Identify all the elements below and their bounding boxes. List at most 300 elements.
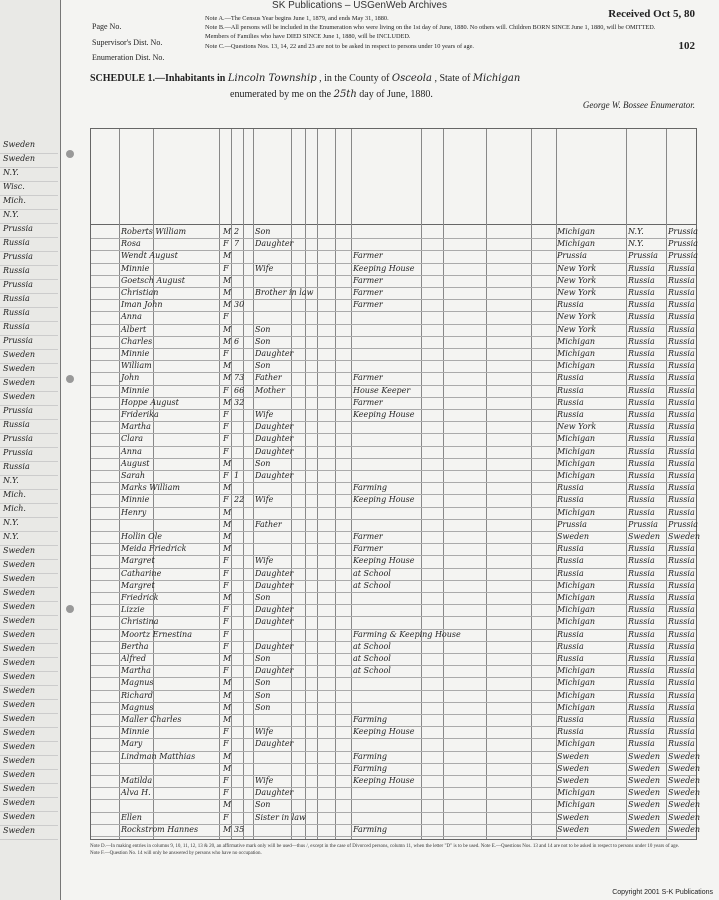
cell-occ: Keeping House [353, 556, 415, 566]
left-margin-entry: Sweden [0, 616, 58, 630]
received-stamp: Received Oct 5, 80 [608, 8, 695, 20]
cell-rel: Son [255, 593, 271, 602]
left-margin-entry: Sweden [0, 658, 58, 672]
left-margin-entry: Prussia [0, 406, 58, 420]
left-margin-entry: Sweden [0, 728, 58, 742]
cell-sex: M [223, 800, 232, 810]
cell-fpob: N.Y. [628, 239, 644, 249]
cell-occ: at School [353, 580, 391, 590]
left-margin-entry: Sweden [0, 644, 58, 658]
cell-rel: Father [255, 519, 282, 529]
cell-fpob: Russia [628, 641, 655, 651]
cell-name: Christina [121, 617, 159, 627]
cell-name: Minnie [121, 727, 150, 737]
cell-age: 30 [234, 300, 245, 310]
cell-pob: Russia [557, 385, 584, 395]
cell-rel: Son [255, 458, 271, 468]
cell-mpob: Russia [668, 556, 695, 566]
cell-name: Minnie [121, 349, 150, 358]
left-margin-entry: Sweden [0, 630, 58, 644]
cell-age: 35 [234, 824, 245, 834]
cell-fpob: Prussia [628, 519, 658, 529]
left-margin-entry: Mich. [0, 196, 58, 210]
cell-pob: Russia [557, 654, 584, 663]
table-row [91, 287, 696, 299]
table-row [91, 421, 696, 433]
cell-name: Anna [121, 312, 142, 322]
cell-name: Hollin Ole [121, 532, 163, 541]
cell-mpob: Russia [668, 397, 695, 407]
cell-rel: Daughter [255, 422, 294, 432]
table-row [91, 336, 696, 348]
cell-pob: Prussia [557, 251, 587, 261]
cell-fpob: Russia [628, 410, 655, 419]
left-margin-entry: Sweden [0, 686, 58, 700]
cell-sex: F [223, 471, 229, 480]
cell-fpob: Sweden [628, 763, 661, 773]
cell-mpob: Russia [668, 727, 695, 737]
cell-fpob: Russia [628, 702, 655, 712]
table-row [91, 299, 696, 311]
cell-pob: Michigan [557, 617, 595, 627]
cell-sex: M [223, 702, 232, 712]
cell-sex: F [223, 641, 229, 651]
table-row [91, 409, 696, 421]
cell-fpob: Sweden [628, 812, 661, 822]
cell-mpob: Sweden [668, 763, 701, 773]
cell-rel: Son [255, 800, 271, 810]
cell-name: Friedrick [121, 593, 159, 602]
cell-occ: Farming [353, 751, 388, 761]
cell-name: Minnie [121, 495, 150, 505]
left-margin-entry: Mich. [0, 504, 58, 518]
cell-pob: Michigan [557, 605, 595, 615]
cell-sex: F [223, 776, 229, 785]
cell-occ: Farmer [353, 288, 383, 297]
cell-age: 73 [234, 373, 245, 383]
cell-pob: Sweden [557, 532, 590, 541]
cell-pob: Michigan [557, 580, 595, 590]
cell-pob: Michigan [557, 507, 595, 517]
cell-pob: Russia [557, 544, 584, 554]
enumerator-signature [583, 100, 695, 110]
cell-fpob: Russia [628, 373, 655, 383]
cell-mpob: Russia [668, 666, 695, 676]
left-margin-entry: Russia [0, 420, 58, 434]
cell-mpob: Russia [668, 593, 695, 602]
cell-fpob: Russia [628, 397, 655, 407]
cell-fpob: Russia [628, 446, 655, 456]
state-label: , State of [434, 73, 471, 84]
left-margin-entry: Prussia [0, 336, 58, 350]
enumerated-label: enumerated by me on the [230, 89, 332, 100]
cell-pob: Russia [557, 715, 584, 724]
punch-hole-icon [66, 605, 74, 613]
census-table [90, 128, 701, 840]
cell-fpob: Sweden [628, 751, 661, 761]
cell-mpob: Prussia [668, 251, 698, 261]
cell-fpob: Prussia [628, 251, 658, 261]
cell-pob: Michigan [557, 702, 595, 712]
top-banner: SK Publications – USGenWeb Archives [272, 0, 447, 11]
cell-mpob: Russia [668, 580, 695, 590]
cell-name: Goetsch August [121, 275, 185, 285]
cell-mpob: Sweden [668, 776, 701, 785]
cell-pob: Michigan [557, 800, 595, 810]
note-b: Note B.—All persons will be included in the Enumeration who were living on the 1st day of June, 1880. No others will. Children BORN SINCE June 1, 1880, will be OMITTED. Members of Families who have DIED SINCE June 1, 1880, will be INCLUDED. [205, 24, 656, 41]
cell-fpob: Russia [628, 288, 655, 297]
cell-fpob: Russia [628, 678, 655, 688]
cell-rel: Daughter [255, 239, 294, 249]
cell-name: Martha [121, 422, 151, 432]
cell-fpob: Russia [628, 666, 655, 676]
cell-occ: at School [353, 641, 391, 651]
cell-mpob: Russia [668, 385, 695, 395]
cell-pob: Michigan [557, 227, 595, 236]
cell-fpob: Sweden [628, 800, 661, 810]
cell-fpob: Russia [628, 385, 655, 395]
cell-mpob: Russia [668, 495, 695, 505]
cell-age: 2 [234, 227, 240, 236]
cell-name: Matilda [121, 776, 153, 785]
cell-fpob: Russia [628, 629, 655, 639]
cell-sex: M [223, 544, 232, 554]
left-margin-column [0, 140, 58, 835]
supervisors-dist-label: Supervisor's Dist. No. [92, 38, 163, 47]
cell-pob: New York [557, 263, 597, 273]
cell-rel: Sister in law [255, 812, 306, 822]
cell-mpob: Russia [668, 641, 695, 651]
cell-rel: Wife [255, 495, 274, 505]
cell-mpob: Russia [668, 739, 695, 749]
left-margin-entry: Sweden [0, 574, 58, 588]
cell-name: Magnus [121, 702, 154, 712]
cell-mpob: Russia [668, 702, 695, 712]
cell-name: Christian [121, 288, 159, 297]
cell-name: Rosa [121, 239, 141, 249]
cell-mpob: Sweden [668, 788, 701, 798]
table-row [91, 494, 696, 506]
cell-fpob: Russia [628, 715, 655, 724]
cell-sex: F [223, 239, 229, 249]
cell-occ: Keeping House [353, 727, 415, 737]
cell-mpob: Russia [668, 324, 695, 334]
cell-sex: F [223, 385, 229, 395]
cell-sex: M [223, 715, 232, 724]
left-margin-entry: Russia [0, 322, 58, 336]
left-margin-entry: N.Y. [0, 532, 58, 546]
cell-occ: Farming [353, 483, 388, 493]
cell-pob: Sweden [557, 763, 590, 773]
cell-fpob: Russia [628, 361, 655, 371]
cell-pob: Russia [557, 495, 584, 505]
cell-fpob: Sweden [628, 824, 661, 834]
cell-pob: New York [557, 422, 597, 432]
table-row [91, 824, 701, 836]
left-margin-entry: Sweden [0, 812, 58, 826]
left-margin-entry: Sweden [0, 602, 58, 616]
table-row [91, 629, 696, 641]
cell-fpob: Russia [628, 312, 655, 322]
cell-pob: Michigan [557, 471, 595, 480]
cell-name: Henry [121, 507, 147, 517]
cell-sex: F [223, 605, 229, 615]
cell-pob: Michigan [557, 361, 595, 371]
cell-mpob: Russia [668, 568, 695, 578]
cell-pob: Michigan [557, 593, 595, 602]
cell-sex: M [223, 288, 232, 297]
cell-rel: Father [255, 373, 282, 383]
cell-occ: at School [353, 568, 391, 578]
cell-name: Minnie [121, 263, 150, 273]
cell-occ: Keeping House [353, 495, 415, 505]
cell-sex: F [223, 434, 229, 444]
cell-fpob: Russia [628, 471, 655, 480]
cell-mpob: Russia [668, 312, 695, 322]
cell-name: Roberts William [121, 227, 187, 236]
left-margin-entry: Wisc. [0, 182, 58, 196]
cell-pob: Russia [557, 568, 584, 578]
cell-name: Iman John [121, 300, 163, 310]
township-name: Lincoln Township [227, 73, 317, 84]
cell-sex: F [223, 580, 229, 590]
cell-name: Mary [121, 739, 143, 749]
cell-fpob: Russia [628, 300, 655, 310]
cell-age: 1 [234, 471, 240, 480]
cell-occ: Farming [353, 715, 388, 724]
cell-rel: Daughter [255, 471, 294, 480]
cell-name: Anna [121, 446, 142, 456]
cell-sex: F [223, 446, 229, 456]
table-row [91, 641, 696, 653]
left-margin-entry: Prussia [0, 448, 58, 462]
cell-fpob: Russia [628, 263, 655, 273]
left-margin-entry: Sweden [0, 350, 58, 364]
cell-sex: M [223, 751, 232, 761]
cell-rel: Son [255, 336, 271, 346]
cell-sex: M [223, 532, 232, 541]
cell-sex: M [223, 824, 232, 834]
cell-name: Meida Friedrick [121, 544, 187, 554]
cell-name: William [121, 361, 152, 371]
table-row [91, 458, 696, 470]
cell-sex: M [223, 654, 232, 663]
table-row [91, 702, 696, 714]
table-row [91, 385, 696, 397]
cell-mpob: Russia [668, 349, 695, 358]
cell-sex: M [223, 373, 232, 383]
cell-mpob: Russia [668, 275, 695, 285]
table-row [91, 507, 696, 519]
cell-sex: M [223, 519, 232, 529]
cell-fpob: Sweden [628, 532, 661, 541]
cell-fpob: Russia [628, 483, 655, 493]
cell-mpob: Russia [668, 507, 695, 517]
cell-mpob: Russia [668, 690, 695, 700]
cell-rel: Daughter [255, 739, 294, 749]
punch-hole-icon [66, 150, 74, 158]
cell-mpob: Sweden [668, 751, 701, 761]
left-margin-entry: Sweden [0, 560, 58, 574]
cell-name: Rockstrom Hannes [121, 824, 199, 834]
cell-name: Martha [121, 666, 151, 676]
cell-mpob: Sweden [668, 812, 701, 822]
cell-pob: Michigan [557, 788, 595, 798]
cell-pob: Michigan [557, 666, 595, 676]
enumeration-date-line [230, 89, 433, 100]
table-row [91, 580, 696, 592]
cell-mpob: Russia [668, 263, 695, 273]
cell-sex: M [223, 593, 232, 602]
table-row [91, 238, 696, 250]
schedule-title: SCHEDULE 1.—Inhabitants in [90, 73, 226, 84]
cell-occ: Keeping House [353, 263, 415, 273]
left-margin-entry: Mich. [0, 490, 58, 504]
cell-rel: Daughter [255, 434, 294, 444]
cell-rel: Daughter [255, 617, 294, 627]
cell-mpob: Prussia [668, 227, 698, 236]
cell-sex: M [223, 483, 232, 493]
cell-occ: Farmer [353, 544, 383, 554]
cell-mpob: Russia [668, 410, 695, 419]
cell-fpob: Russia [628, 336, 655, 346]
cell-age: 32 [234, 397, 245, 407]
cell-mpob: Russia [668, 483, 695, 493]
cell-pob: Russia [557, 641, 584, 651]
cell-sex: M [223, 251, 232, 261]
cell-sex: F [223, 410, 229, 419]
cell-rel: Wife [255, 727, 274, 737]
cell-mpob: Russia [668, 629, 695, 639]
cell-sex: F [223, 617, 229, 627]
cell-occ: Farmer [353, 397, 383, 407]
cell-rel: Son [255, 324, 271, 334]
table-row [91, 519, 696, 531]
cell-fpob: Russia [628, 556, 655, 566]
table-row [91, 470, 696, 482]
left-margin-entry: Russia [0, 462, 58, 476]
cell-occ: at School [353, 666, 391, 676]
cell-mpob: Russia [668, 300, 695, 310]
page-no-label: Page No. [92, 22, 122, 31]
left-margin-entry: Sweden [0, 546, 58, 560]
table-row [91, 555, 696, 567]
table-row [91, 543, 696, 555]
table-row [91, 726, 696, 738]
cell-fpob: Russia [628, 458, 655, 468]
cell-mpob: Russia [668, 446, 695, 456]
cell-sex: M [223, 507, 232, 517]
left-margin-entry: Prussia [0, 280, 58, 294]
cell-fpob: Russia [628, 605, 655, 615]
cell-name: Alva H. [121, 788, 151, 798]
cell-rel: Son [255, 654, 271, 663]
cell-mpob: Sweden [668, 800, 701, 810]
cell-pob: New York [557, 275, 597, 285]
cell-age: 22 [234, 495, 245, 505]
cell-pob: Michigan [557, 434, 595, 444]
cell-occ: Farming [353, 763, 388, 773]
cell-fpob: N.Y. [628, 227, 644, 236]
cell-sex: M [223, 690, 232, 700]
cell-name: Charles [121, 336, 153, 346]
cell-occ: Farming [353, 824, 388, 834]
table-row [91, 433, 696, 445]
left-margin-entry: Russia [0, 266, 58, 280]
cell-rel: Son [255, 678, 271, 688]
left-margin-entry: Sweden [0, 672, 58, 686]
cell-fpob: Russia [628, 495, 655, 505]
cell-fpob: Russia [628, 727, 655, 737]
cell-mpob: Prussia [668, 519, 698, 529]
table-row [91, 226, 696, 238]
month-label: day of June, 1880. [359, 89, 433, 100]
cell-age: 7 [234, 239, 240, 249]
cell-pob: Russia [557, 556, 584, 566]
table-row [91, 616, 696, 628]
cell-mpob: Russia [668, 288, 695, 297]
cell-pob: Sweden [557, 776, 590, 785]
table-row [91, 482, 696, 494]
table-row [91, 275, 696, 287]
cell-name: Maller Charles [121, 715, 182, 724]
enumerator-name: George W. Bossee [582, 100, 648, 110]
cell-sex: F [223, 629, 229, 639]
cell-pob: New York [557, 312, 597, 322]
table-row [91, 311, 696, 323]
cell-occ: Farmer [353, 300, 383, 310]
cell-rel: Wife [255, 556, 274, 566]
cell-sex: F [223, 568, 229, 578]
cell-fpob: Sweden [628, 788, 661, 798]
cell-rel: Mother [255, 385, 285, 395]
cell-occ: Farmer [353, 532, 383, 541]
cell-name: Alfred [121, 654, 146, 663]
cell-occ: Farmer [353, 275, 383, 285]
left-margin-entry: Sweden [0, 756, 58, 770]
cell-mpob: Russia [668, 678, 695, 688]
cell-sex: M [223, 361, 232, 371]
cell-pob: Russia [557, 373, 584, 383]
cell-sex: F [223, 349, 229, 358]
cell-mpob: Sweden [668, 532, 701, 541]
cell-name: John [121, 373, 140, 383]
cell-occ: Farmer [353, 251, 383, 261]
cell-sex: F [223, 422, 229, 432]
cell-mpob: Russia [668, 458, 695, 468]
cell-rel: Wife [255, 410, 274, 419]
cell-pob: Michigan [557, 336, 595, 346]
cell-sex: F [223, 788, 229, 798]
county-name: Osceola [391, 73, 432, 84]
cell-rel: Son [255, 227, 271, 236]
cell-pob: Michigan [557, 690, 595, 700]
table-row [91, 397, 696, 409]
left-margin-entry: Sweden [0, 714, 58, 728]
table-row [91, 787, 701, 799]
cell-name: Magnus [121, 678, 154, 688]
enumeration-day: 25th [333, 89, 357, 100]
cell-age: 66 [234, 385, 245, 395]
cell-fpob: Russia [628, 593, 655, 602]
cell-pob: Sweden [557, 751, 590, 761]
table-row [91, 812, 701, 824]
cell-sex: F [223, 812, 229, 822]
left-margin-entry: Sweden [0, 784, 58, 798]
cell-occ: at School [353, 654, 391, 663]
instruction-notes [205, 14, 670, 51]
cell-rel: Son [255, 361, 271, 371]
